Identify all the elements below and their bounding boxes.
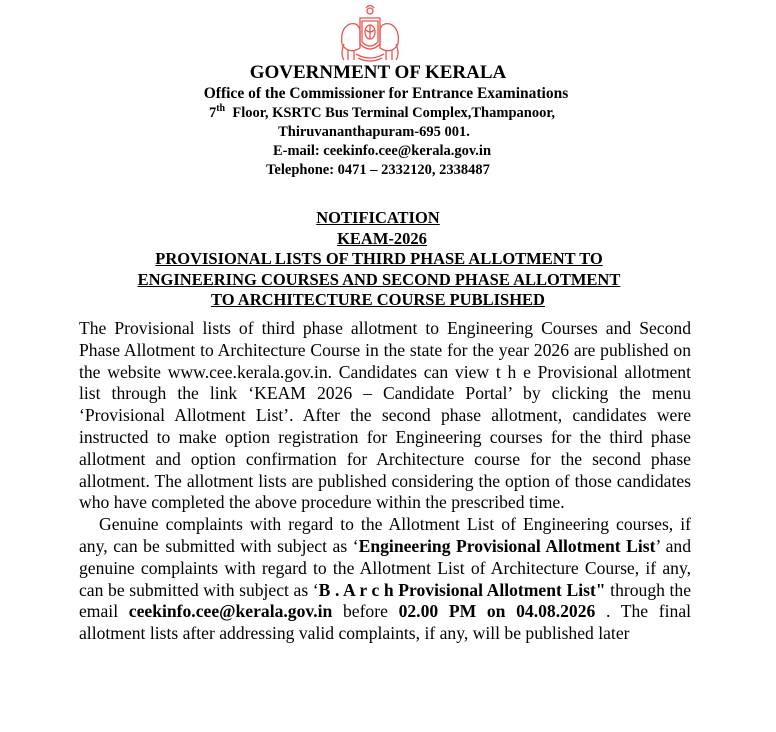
subject-engineering: Engineering Provisional Allotment List	[358, 535, 656, 556]
address-line-2: Thiruvananthapuram-695 001.	[278, 124, 470, 140]
deadline: 02.00 PM on 04.08.2026	[398, 601, 596, 622]
notification-title-line-3: TO ARCHITECTURE COURSE PUBLISHED	[211, 290, 545, 309]
government-title: GOVERNMENT OF KERALA	[249, 62, 507, 83]
notification-body	[79, 318, 691, 645]
notification-title-line-1: PROVISIONAL LISTS OF THIRD PHASE ALLOTMENT TO	[155, 249, 603, 268]
notification-heading-block	[0, 208, 776, 311]
kerala-emblem-icon	[336, 4, 404, 64]
complaint-email: ceekinfo.cee@kerala.gov.in	[128, 601, 333, 622]
paragraph-1: The Provisional lists of third phase allotment to Engineering Courses and Second Phase Allotment to Architecture Course in the state for the year 2026 are published on the website www.cee.kerala.gov.in. Candidates can view t h e Provisional allotment list through the link ‘KEAM 2026 – Candidate Portal’ by clicking the menu ‘Provisional Allotment List’. After the second phase allotment, candidates were instructed to make option registration for Engineering courses for the third phase allotment and option confirmation for Architecture course for the second phase allotment. The allotment lists are published considering the option of those candidates who have completed the above procedure within the prescribed time.	[79, 318, 691, 513]
office-name: Office of the Commissioner for Entrance Examinations	[203, 85, 569, 102]
paragraph-2: Genuine complaints with regard to the Allotment List of Engineering courses, if any, can be submitted with subject as ‘Engineering Provisional Allotment List’ and genuine complaints with regard to the Allotment List of Architecture Course, if any, can be submitted with subject as ‘B . A r c h Provisional Allotment List" through the email ceekinfo.cee@kerala.gov.in before 02.00 PM on 04.08.2026 . The final allotment lists after addressing valid complaints, if any, will be published later	[79, 514, 692, 644]
subject-barch: B . A r c h Provisional Allotment List"	[318, 579, 606, 600]
office-header	[0, 62, 776, 180]
email-line: E-mail: ceekinfo.cee@kerala.gov.in	[272, 143, 492, 159]
address-line-1: 7th Floor, KSRTC Bus Terminal Complex,Thampanoor,	[208, 103, 556, 121]
telephone-line: Telephone: 0471 – 2332120, 2338487	[266, 162, 490, 178]
notification-heading: NOTIFICATION	[316, 208, 440, 227]
notification-title-line-2: ENGINEERING COURSES AND SECOND PHASE ALLOTMENT	[137, 269, 621, 289]
notification-subheading: KEAM-2026	[337, 228, 427, 248]
